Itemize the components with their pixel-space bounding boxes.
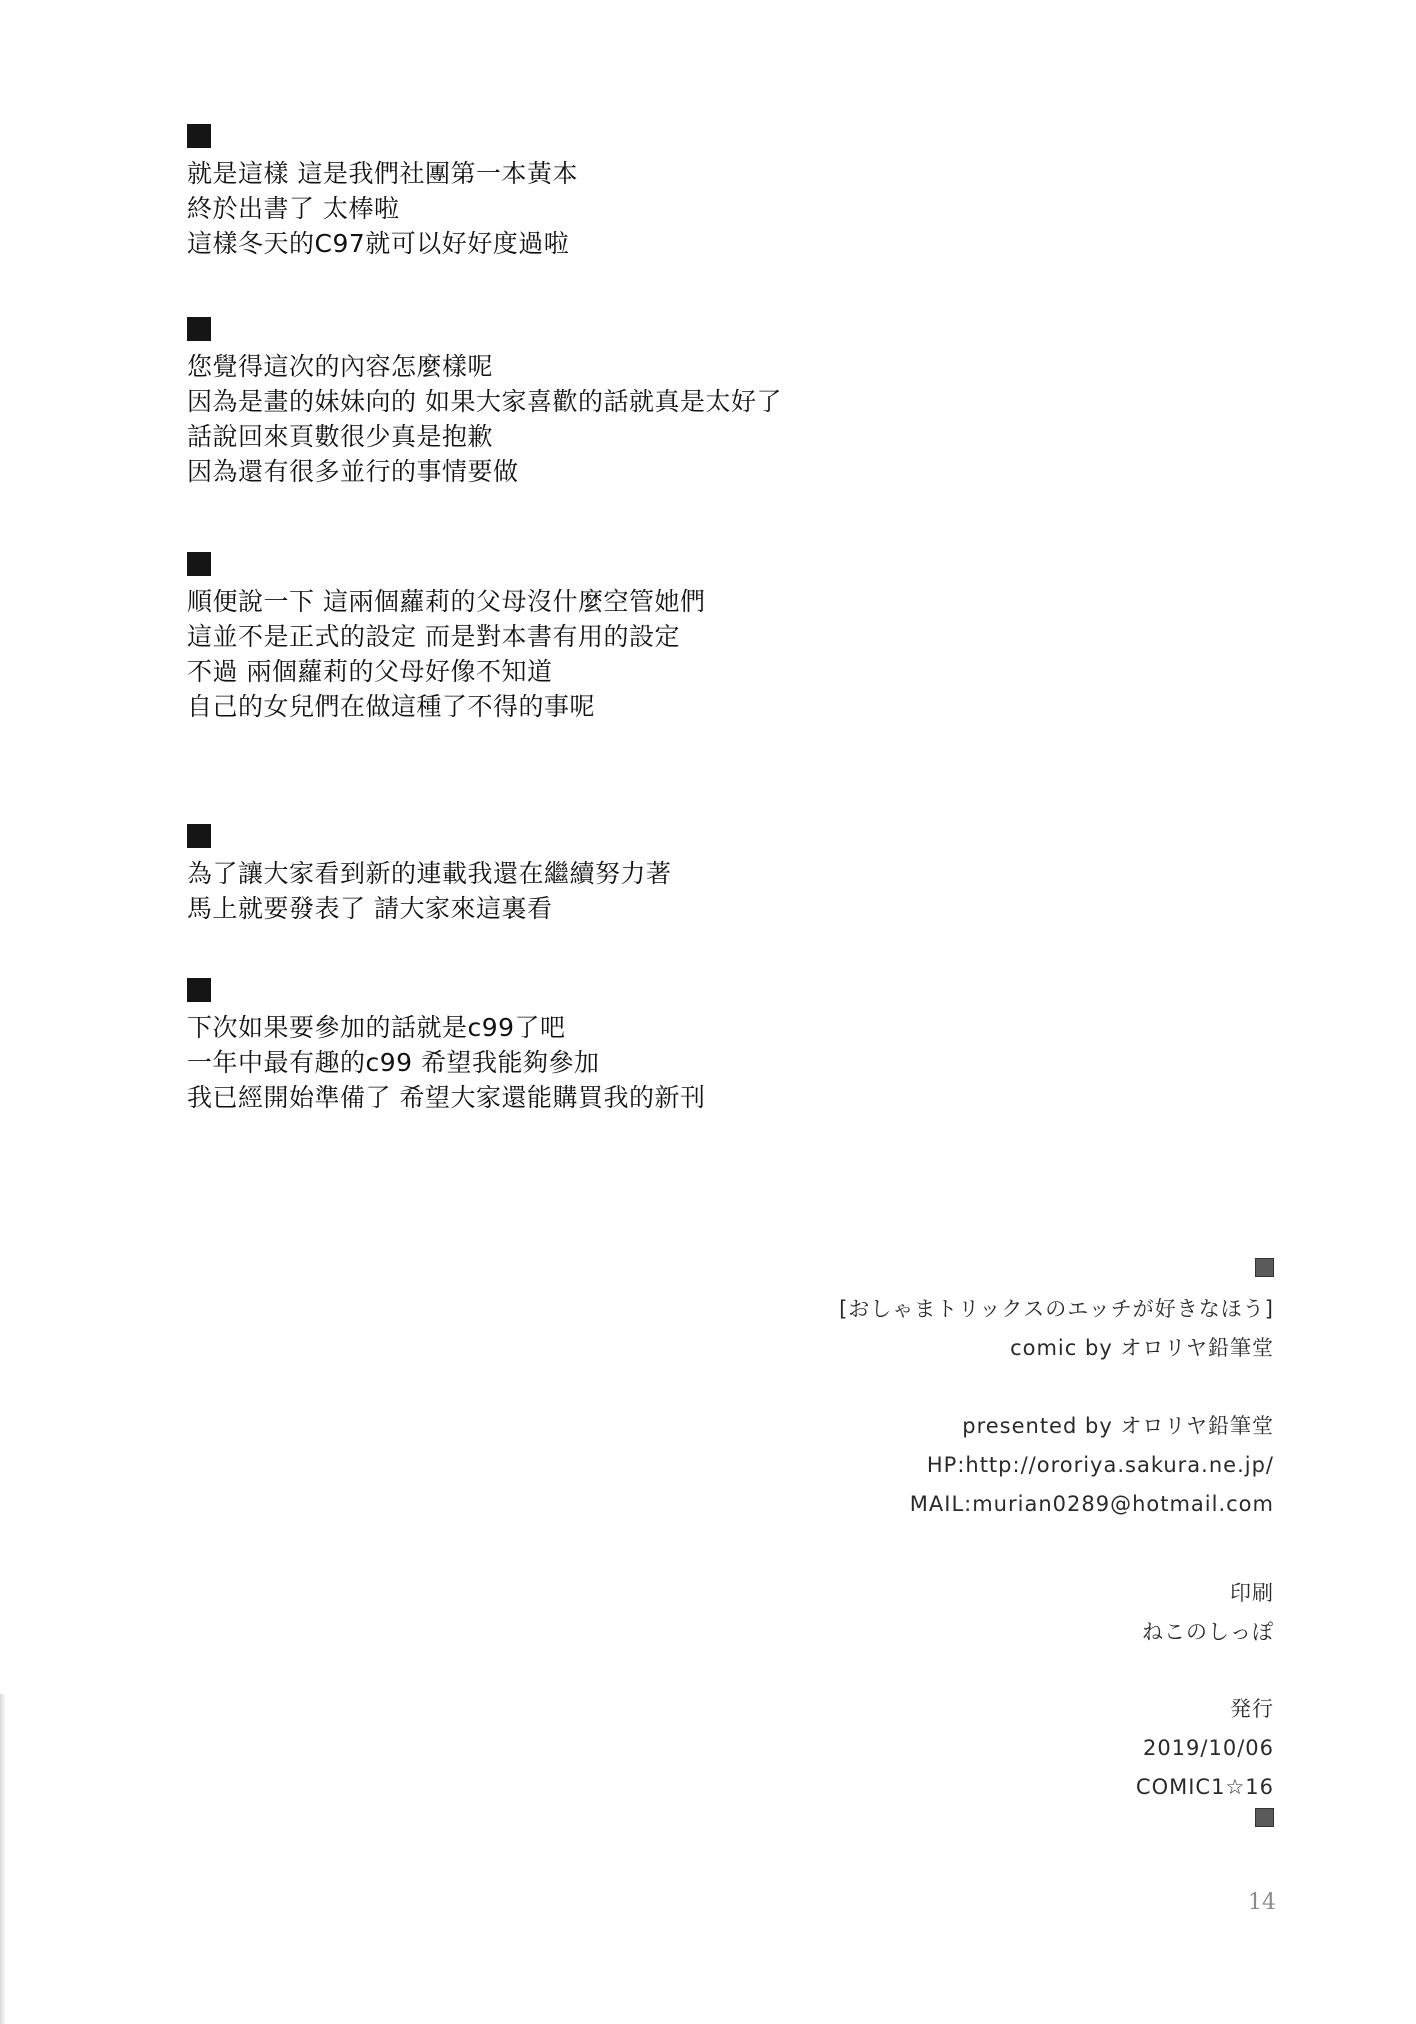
section-marker-square xyxy=(187,317,211,341)
afterword-line: 下次如果要參加的話就是c99了吧 xyxy=(187,1013,566,1042)
issue-label: 発行 xyxy=(1230,1697,1274,1721)
afterword-line: 話說回來頁數很少真是抱歉 xyxy=(187,422,494,451)
afterword-line: 不過 兩個蘿莉的父母好像不知道 xyxy=(187,657,553,686)
printing-label: 印刷 xyxy=(1230,1581,1274,1605)
afterword-line: 終於出書了 太棒啦 xyxy=(187,194,400,223)
afterword-section-4 xyxy=(187,824,907,926)
afterword-section-5 xyxy=(187,978,907,1115)
afterword-line: 這樣冬天的C97就可以好好度過啦 xyxy=(187,229,570,258)
afterword-section-3 xyxy=(187,552,907,724)
afterword-line: 順便說一下 這兩個蘿莉的父母沒什麼空管她們 xyxy=(187,587,706,616)
page-edge-shadow xyxy=(0,1694,6,2024)
section-marker-square xyxy=(187,978,211,1002)
afterword-line: 一年中最有趣的c99 希望我能夠參加 xyxy=(187,1048,600,1077)
event-name: COMIC1☆16 xyxy=(1135,1775,1274,1799)
afterword-line: 這並不是正式的設定 而是對本書有用的設定 xyxy=(187,622,680,651)
afterword-line: 您覺得這次的內容怎麼樣呢 xyxy=(187,352,494,381)
printer-name: ねこのしっぽ xyxy=(1142,1620,1274,1644)
mail-address: MAIL:murian0289@hotmail.com xyxy=(909,1492,1274,1516)
section-marker-square xyxy=(187,124,211,148)
page-number: 14 xyxy=(1248,1890,1276,1915)
afterword-line: 為了讓大家看到新的連載我還在繼續努力著 xyxy=(187,859,672,888)
afterword-line: 自己的女兒們在做這種了不得的事呢 xyxy=(187,692,596,721)
afterword-line: 因為是畫的妹妹向的 如果大家喜歡的話就真是太好了 xyxy=(187,387,782,416)
presented-by: presented by オロリヤ鉛筆堂 xyxy=(962,1414,1274,1438)
comic-credit: comic by オロリヤ鉛筆堂 xyxy=(1010,1336,1274,1360)
afterword-section-2 xyxy=(187,317,907,489)
section-marker-square xyxy=(187,552,211,576)
afterword-line: 就是這樣 這是我們社團第一本黃本 xyxy=(187,159,578,188)
afterword-section-1 xyxy=(187,124,907,261)
afterword-line: 因為還有很多並行的事情要做 xyxy=(187,457,519,486)
section-marker-square xyxy=(187,824,211,848)
colophon-marker-square xyxy=(1255,1258,1274,1277)
homepage-url: HP:http://ororiya.sakura.ne.jp/ xyxy=(926,1453,1274,1477)
book-title: [おしゃまトリックスのエッチが好きなほう] xyxy=(839,1297,1274,1321)
afterword-line: 我已經開始準備了 希望大家還能購買我的新刊 xyxy=(187,1083,706,1112)
afterword-line: 馬上就要發表了 請大家來這裏看 xyxy=(187,894,553,923)
colophon xyxy=(839,1258,1274,1833)
colophon-marker-square xyxy=(1255,1808,1274,1827)
issue-date: 2019/10/06 xyxy=(1142,1736,1274,1760)
